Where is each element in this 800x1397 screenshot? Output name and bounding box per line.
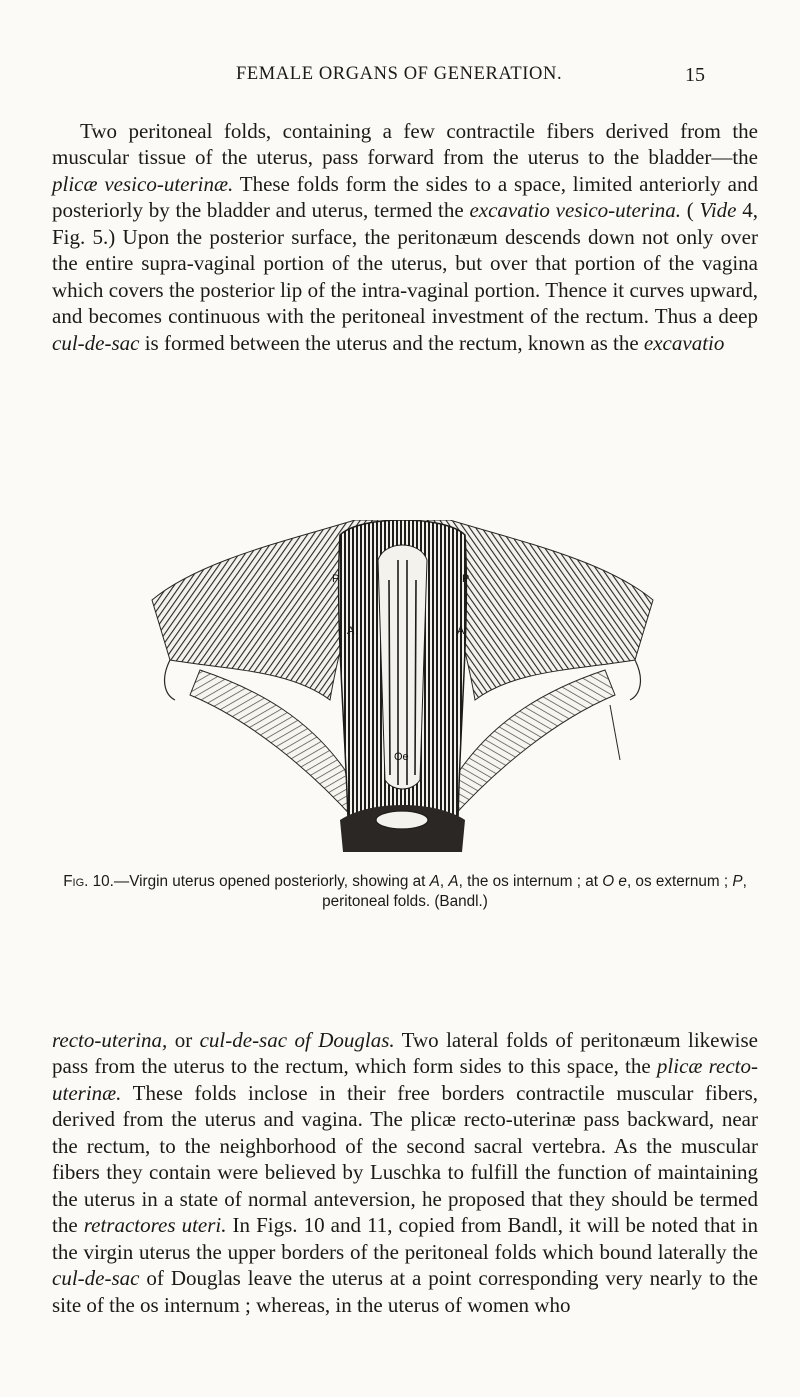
- figure-label-oe: Oe: [394, 751, 409, 763]
- caption-italic: A: [448, 873, 459, 890]
- text-span: (: [681, 198, 700, 223]
- caption-italic: A: [429, 873, 440, 890]
- caption-span: ,: [439, 873, 449, 890]
- italic-term: plicæ recto-uterinæ.: [52, 1054, 758, 1105]
- text-span: of Douglas leave the uterus at a point corresponding very nearly to the site of the os internum ; whereas, in the uterus of women who: [52, 1266, 758, 1317]
- running-title: FEMALE ORGANS OF GENERATION.: [236, 64, 563, 84]
- text-span: or: [167, 1028, 200, 1052]
- figure-uterus-illustration: [140, 520, 665, 852]
- italic-term: plicæ vesico-uterinæ.: [52, 171, 234, 196]
- caption-span: , peritoneal folds. (Bandl.): [322, 873, 747, 910]
- paragraph-1: [52, 118, 758, 356]
- italic-term: cul-de-sac: [52, 330, 140, 355]
- caption-fig-label: Fig.: [63, 873, 89, 890]
- text-span: Two lateral folds of peritonæum likewise pass from the uterus to the rectum, which form sides to this space, the: [52, 1028, 758, 1079]
- text-span: These folds form the sides to a space, limited anteriorly and posteriorly by the bladder and uterus, termed the: [52, 171, 758, 223]
- figure-label-a-right: A: [457, 625, 465, 637]
- caption-span: , the os internum ; at: [458, 873, 603, 890]
- italic-term: cul-de-sac of Douglas.: [199, 1028, 395, 1052]
- italic-term: Vide: [699, 198, 737, 223]
- text-span: 4, Fig. 5.) Upon the posterior surface, the peritonæum descends down not only over the entire supra-vaginal portion of the uterus, but over that portion of the vagina which covers the posterior lip of the intra-vaginal portion. Thence it curves upward, and becomes continuous with the peritoneal investment of the rectum. Thus a deep: [52, 198, 758, 329]
- figure-label-a-left: A: [347, 625, 355, 637]
- running-head: [0, 64, 800, 94]
- caption-italic: P: [732, 873, 743, 890]
- uterus-engraving: [140, 520, 665, 852]
- italic-term: excavatio: [643, 330, 725, 355]
- text-span: Two peritoneal folds, containing a few contractile fibers derived from the muscular tissue of the uterus, pass forward from the uterus to the bladder—the: [52, 119, 758, 170]
- italic-term: excavatio vesico-uterina.: [469, 198, 682, 223]
- caption-span: 10.—Virgin uterus opened posteriorly, showing at: [88, 873, 430, 890]
- caption-span: , os externum ;: [626, 873, 733, 890]
- figure-label-p-left: P: [332, 573, 340, 585]
- text-span: In Figs. 10 and 11, copied from Bandl, it will be noted that in the virgin uterus the upper borders of the peritoneal folds which bound laterally the: [52, 1213, 758, 1264]
- figure-label-p-right: P: [462, 573, 470, 585]
- paragraph-2: [52, 1027, 758, 1318]
- text-span: These folds inclose in their free borders contractile muscular fibers, derived from the uterus and vagina. The plicæ recto-uterinæ pass backward, near the rectum, to the neighborhood of the second sacral vertebra. As the muscular fibers they contain were believed by Luschka to fulfill the function of maintaining the uterus in a state of normal anteversion, he proposed that they should be termed the: [52, 1080, 758, 1238]
- italic-term: recto-uterina,: [52, 1028, 168, 1052]
- text-span: is formed between the uterus and the rectum, known as the: [139, 330, 644, 355]
- figure-caption: [52, 872, 758, 912]
- italic-term: retractores uteri.: [83, 1213, 227, 1238]
- page-number: 15: [685, 64, 705, 86]
- caption-italic: O e: [602, 873, 627, 890]
- italic-term: cul-de-sac: [52, 1266, 140, 1291]
